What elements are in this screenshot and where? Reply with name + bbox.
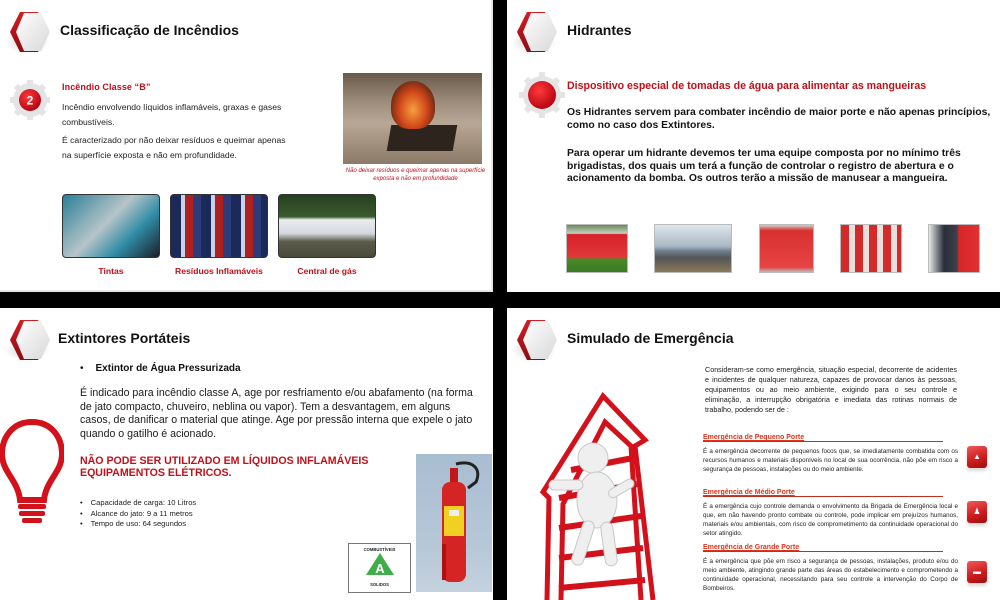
section-title-medium: Emergência de Médio Porte — [703, 489, 943, 497]
paragraph: Incêndio envolvendo líquidos inflamáveis, graxas e gases combustíveis. — [62, 102, 282, 127]
flame — [391, 81, 435, 129]
fire-pool — [387, 125, 458, 151]
hose-cabinet-photo — [759, 224, 814, 273]
paint-cans-photo — [62, 194, 160, 258]
slide-title: Extintores Portáteis — [58, 330, 191, 346]
spec-item: • Capacidade de carga: 10 Litros — [80, 498, 196, 509]
hydrant-definition-heading: Dispositivo especial de tomadas de água para alimentar as mangueiras — [567, 80, 927, 92]
red-dot-gear-icon — [519, 72, 565, 118]
slide-simulado-emergencia — [507, 308, 1000, 600]
extinguisher-type-heading: • Extintor de Água Pressurizada — [80, 363, 241, 374]
section-text-large: É a emergência que põe em risco a segurança de pessoas, instalações, produto e/ou do meio ambiente, atingindo grande parte das áreas do estabelecimento e comprometendo a continuidade operacional, necessitando para seu controle a intervenção do Corpo de Bombeiros. — [703, 558, 958, 592]
svg-text:A: A — [374, 561, 385, 576]
class-a-triangle-icon — [365, 552, 395, 576]
sign-bottom-label: SOLIDOS — [370, 582, 389, 587]
small-fire-icon: ▲ — [967, 446, 987, 468]
spec-list — [80, 498, 196, 530]
svg-text:2: 2 — [26, 93, 34, 108]
section-title-large: Emergência de Grande Porte — [703, 544, 943, 552]
ladder-climber-icon — [537, 388, 657, 600]
hydrant-box-photo — [566, 224, 628, 273]
paragraph: Os Hidrantes servem para combater incêndio de maior porte e não apenas princípios, como no caso dos Extintores. — [567, 107, 991, 131]
slide-title: Simulado de Emergência — [567, 330, 734, 346]
slide-title: Hidrantes — [567, 22, 632, 38]
double-hose-cabinet-photo — [840, 224, 902, 273]
paragraph: É caracterizado por não deixar resíduos e queimar apenas na superfície exposta e não em profundidade. — [62, 135, 286, 160]
firefighters-hose-photo — [654, 224, 732, 273]
photo-caption: Não deixar resíduos e queimar apenas na superfície exposta e não em profundidade — [345, 168, 486, 182]
liquid-fire-photo — [343, 73, 482, 164]
paragraph: Para operar um hidrante devemos ter uma equipe composta por no mínimo três brigadistas, dos quais um terá a função de controlar o registro de abertura e o acionamento da bomba. Os outros terão a missão de manusear a mangueira. — [567, 148, 961, 184]
sign-top-label: COMBUSTÍVEIS — [363, 547, 396, 552]
thumbnail-label: Tintas — [98, 266, 124, 276]
slide-title: Classificação de Incêndios — [60, 22, 239, 38]
thumbnail-label: Central de gás — [297, 266, 357, 276]
section-text-medium: É a emergência cujo controle demanda o envolvimento da Brigada de Emergência local e que, em não havendo pronto combate ou controle, pode implicar em prejuízos humanos, materiais e/ou ambientais, com risco de comprometimento da continuidade operacional do setor atingido. — [703, 503, 958, 537]
number-badge-gear-icon — [10, 80, 50, 120]
section-text-small: É a emergência decorrente de pequenos focos que, se imediatamente combatida com os recursos humanos e materiais disponíveis no local de sua ocorrência, não põe em risco a segurança de pessoas, instalações ou do meio ambiente. — [703, 448, 958, 473]
gas-tanks-photo — [278, 194, 376, 258]
spec-item: • Alcance do jato: 9 a 11 metros — [80, 509, 196, 520]
hexagon-logo-icon — [515, 318, 557, 362]
extinguisher-person-icon: ♟ — [967, 501, 987, 523]
slide-hidrantes — [507, 0, 1000, 292]
firefighter-cabinet-photo — [928, 224, 980, 273]
extinguisher-illustration — [416, 454, 492, 592]
thumbnail-label: Resíduos Inflamáveis — [175, 266, 263, 276]
class-a-sign — [348, 543, 411, 593]
hexagon-logo-icon — [8, 10, 50, 54]
fire-truck-icon: ▬ — [967, 561, 987, 583]
lightbulb-icon — [0, 416, 64, 526]
flammable-drums-photo — [170, 194, 268, 258]
class-b-description — [62, 100, 292, 166]
slide-extintores-portateis — [0, 308, 493, 600]
hexagon-logo-icon — [8, 318, 50, 362]
water-extinguisher-photo — [416, 454, 492, 592]
extinguisher-description: É indicado para incêndio classe A, age por resfriamento e/ou abafamento (na forma de jato compacto, chuveiro, neblina ou vapor). Tem a desvantagem, em alguns casos, de danificar o material que atinge. Age por pressão interna que expele o jato quando o gatilho é acionado. — [80, 387, 473, 440]
emergency-definition: Consideram-se como emergência, situação especial, decorrente de acidentes e incidentes de qualquer natureza, capazes de provocar danos às pessoas, equipamentos ou ao meio ambiente, exigindo para o seu controle e eliminação, a interrupção obrigatória e imediata das rotinas normais de trabalho, podendo ser de : — [705, 365, 957, 414]
spec-item: • Tempo de uso: 64 segundos — [80, 519, 196, 530]
section-title-small: Emergência de Pequeno Porte — [703, 434, 943, 442]
hexagon-logo-icon — [515, 10, 557, 54]
usage-warning: NÃO PODE SER UTILIZADO EM LÍQUIDOS INFLAMÁVEIS EQUIPAMENTOS ELÉTRICOS. — [80, 455, 369, 479]
slide-classificacao-incendios — [0, 0, 493, 292]
class-b-heading: Incêndio Classe “B” — [62, 82, 151, 92]
